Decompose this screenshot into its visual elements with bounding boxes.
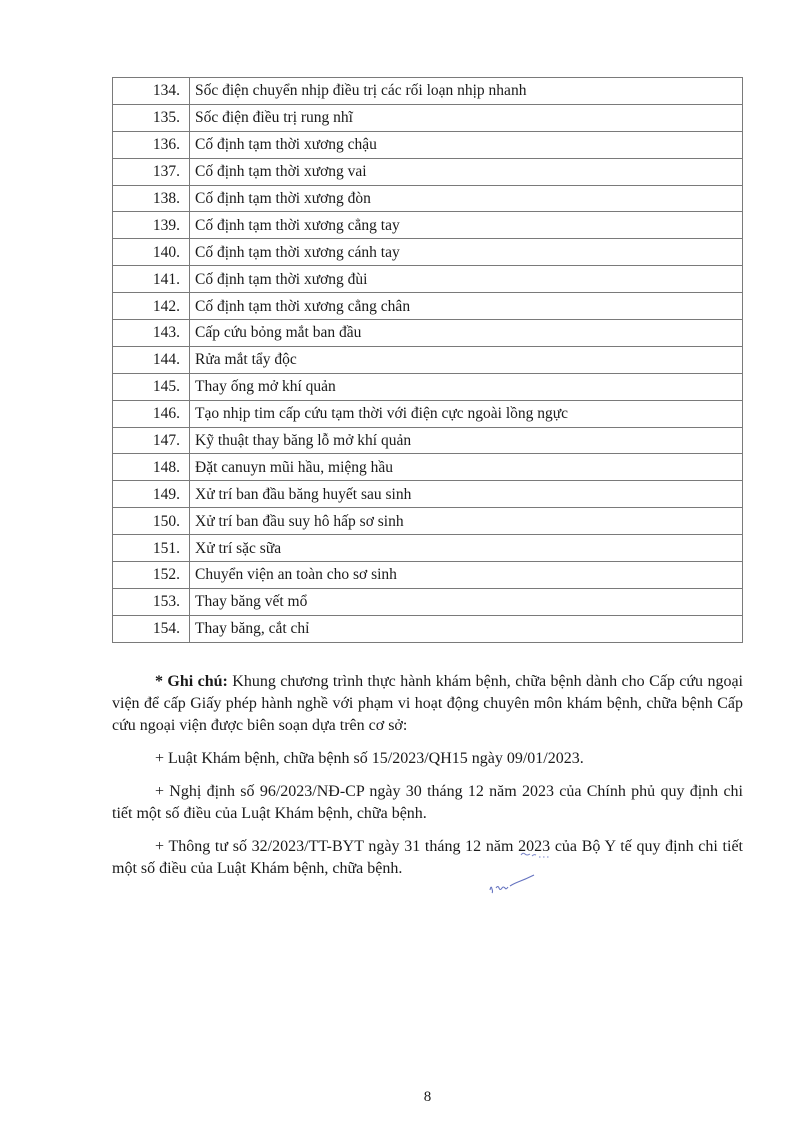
row-text: Sốc điện chuyển nhịp điều trị các rối loạn nhịp nhanh [190,78,743,105]
table-row [113,158,743,185]
row-number: 134. [113,78,190,105]
row-text: Thay băng vết mổ [190,588,743,615]
table-row [113,239,743,266]
page-number: 8 [423,1089,432,1105]
note-intro [112,671,743,737]
table-row [113,373,743,400]
row-text: Cố định tạm thời xương chậu [190,131,743,158]
row-number: 150. [113,508,190,535]
table-row [113,508,743,535]
note-label: * Ghi chú: [155,673,228,690]
table-row [113,131,743,158]
row-text: Thay ống mở khí quản [190,373,743,400]
table-row [113,427,743,454]
row-number: 144. [113,346,190,373]
table-row [113,185,743,212]
table-row [113,535,743,562]
row-number: 143. [113,320,190,347]
row-number: 136. [113,131,190,158]
table-row [113,400,743,427]
row-number: 151. [113,535,190,562]
row-text: Cố định tạm thời xương cẳng chân [190,293,743,320]
row-text: Chuyển viện an toàn cho sơ sinh [190,562,743,589]
row-number: 141. [113,266,190,293]
table-row [113,615,743,642]
row-number: 149. [113,481,190,508]
table-row [113,266,743,293]
row-number: 145. [113,373,190,400]
table-row [113,293,743,320]
table-row [113,212,743,239]
row-number: 135. [113,104,190,131]
note-intro-text: Khung chương trình thực hành khám bệnh, chữa bệnh dành cho Cấp cứu ngoại viện để cấp Giấy phép hành nghề với phạm vi hoạt động chuyên môn khám bệnh, chữa bệnh Cấp cứu ngoại viện được biên soạn dựa trên cơ sở: [112,673,744,734]
row-text: Cố định tạm thời xương đùi [190,266,743,293]
row-text: Đặt canuyn mũi hầu, miệng hầu [190,454,743,481]
table-row [113,320,743,347]
row-number: 152. [113,562,190,589]
note-item: + Nghị định số 96/2023/NĐ-CP ngày 30 tháng 12 năm 2023 của Chính phủ quy định chi tiết một số điều của Luật Khám bệnh, chữa bệnh. [112,783,743,822]
procedure-table-body [113,78,743,643]
table-row [113,562,743,589]
notes-section [112,671,743,891]
notes-items [112,748,743,880]
table-row [113,588,743,615]
row-number: 154. [113,615,190,642]
row-text: Xử trí ban đầu suy hô hấp sơ sinh [190,508,743,535]
row-number: 140. [113,239,190,266]
row-text: Cấp cứu bỏng mắt ban đầu [190,320,743,347]
row-text: Cố định tạm thời xương cẳng tay [190,212,743,239]
row-number: 139. [113,212,190,239]
row-number: 146. [113,400,190,427]
row-number: 142. [113,293,190,320]
row-number: 148. [113,454,190,481]
row-text: Xử trí sặc sữa [190,535,743,562]
note-item: + Luật Khám bệnh, chữa bệnh số 15/2023/QH15 ngày 09/01/2023. [155,750,584,767]
row-text: Cố định tạm thời xương cánh tay [190,239,743,266]
procedure-table [112,77,743,643]
row-text: Thay băng, cắt chỉ [190,615,743,642]
row-number: 138. [113,185,190,212]
note-item: + Thông tư số 32/2023/TT-BYT ngày 31 tháng 12 năm 2023 của Bộ Y tế quy định chi tiết một số điều của Luật Khám bệnh, chữa bệnh. [112,838,743,877]
row-text: Tạo nhịp tim cấp cứu tạm thời với điện cực ngoài lồng ngực [190,400,743,427]
row-text: Xử trí ban đầu băng huyết sau sinh [190,481,743,508]
table-row [113,481,743,508]
table-row [113,104,743,131]
row-number: 153. [113,588,190,615]
row-number: 147. [113,427,190,454]
row-number: 137. [113,158,190,185]
row-text: Sốc điện điều trị rung nhĩ [190,104,743,131]
row-text: Rửa mắt tẩy độc [190,346,743,373]
row-text: Cố định tạm thời xương đòn [190,185,743,212]
table-row [113,346,743,373]
row-text: Kỹ thuật thay băng lỗ mở khí quản [190,427,743,454]
table-row [113,454,743,481]
row-text: Cố định tạm thời xương vai [190,158,743,185]
table-row [113,78,743,105]
